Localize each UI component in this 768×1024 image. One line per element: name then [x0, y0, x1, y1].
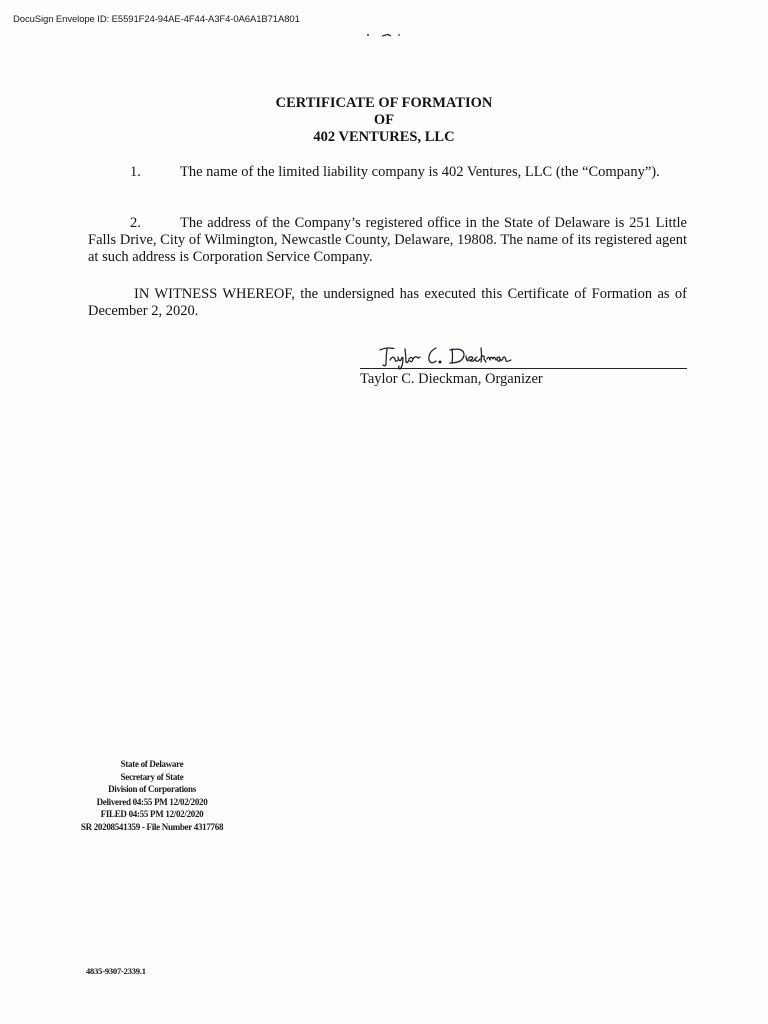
title-line-company: 402 VENTURES, LLC — [313, 129, 455, 145]
signer-printed-name: Taylor C. Dieckman, Organizer — [360, 371, 543, 387]
stamp-line-secretary: Secretary of State — [120, 771, 184, 782]
paragraph-text: The address of the Company’s registered office in the State of Delaware is 251 Little Falls Drive, City of Wilmington, Newcastle County, Delaware, 19808. The name of its registered agent at such address is Corporation Service Company. — [88, 215, 687, 265]
document-title — [0, 95, 768, 146]
stamp-line-division: Division of Corporations — [108, 784, 196, 795]
title-line-certificate: CERTIFICATE OF FORMATION — [275, 95, 493, 111]
stamp-line-filed: FILED 04:55 PM 12/02/2020 — [100, 809, 204, 820]
paragraph-text: The name of the limited liability company is 402 Ventures, LLC (the “Company”). — [180, 164, 660, 180]
document-reference-number: 4835-9307-2339.1 — [86, 966, 146, 976]
handwritten-signature — [376, 340, 526, 370]
paragraph-number: 1. — [130, 164, 141, 180]
scan-artifact-mark — [366, 32, 406, 38]
witness-paragraph — [88, 286, 687, 320]
paragraph-number: 2. — [130, 215, 141, 231]
docusign-envelope-id: DocuSign Envelope ID: E5591F24-94AE-4F44-A3F4-0A6A1B71A801 — [13, 14, 300, 25]
title-line-of: OF — [373, 112, 395, 128]
filing-stamp — [52, 758, 252, 834]
stamp-line-delivered: Delivered 04:55 PM 12/02/2020 — [96, 796, 208, 807]
stamp-line-state: State of Delaware — [120, 759, 184, 769]
paragraph-1 — [88, 164, 687, 181]
paragraph-2 — [88, 215, 687, 266]
signature-line — [360, 368, 687, 369]
stamp-line-file-number: SR 20208541359 - File Number 4317768 — [80, 821, 224, 832]
paragraph-text: IN WITNESS WHEREOF, the undersigned has executed this Certificate of Formation as of December 2, 2020. — [88, 286, 687, 319]
